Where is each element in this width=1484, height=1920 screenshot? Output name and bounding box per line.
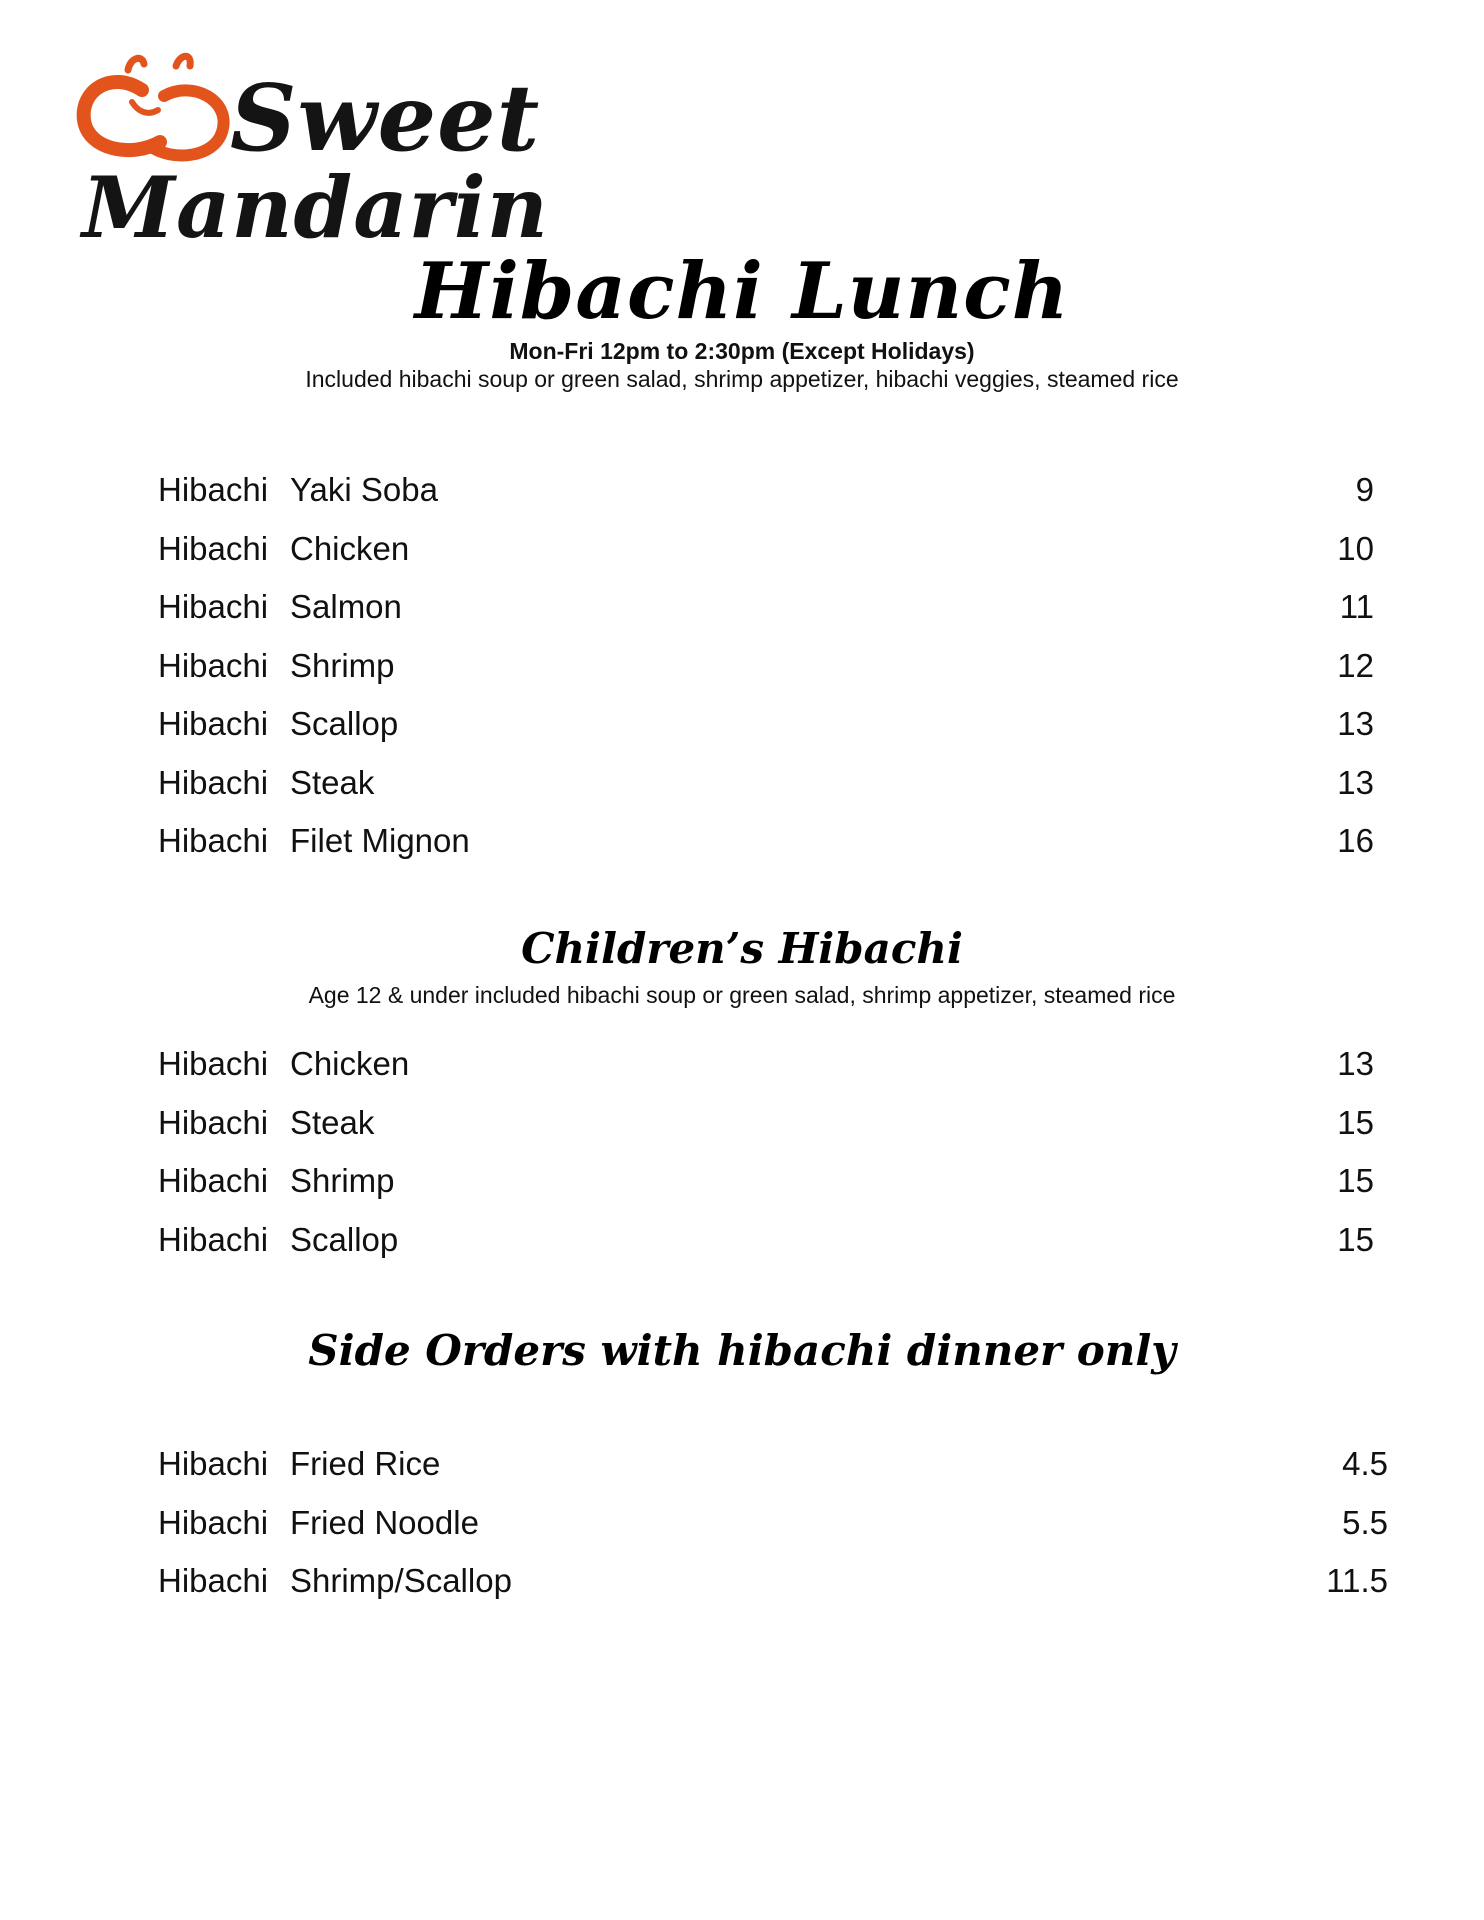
item-price: 9 [1355,471,1374,508]
menu-item [158,1503,1388,1562]
item-prefix: Hibachi [158,705,269,742]
page-title: Hibachi Lunch [414,246,1070,337]
lunch-menu-list [158,470,1374,880]
menu-item [158,529,1374,588]
childrens-menu-list [158,1044,1374,1278]
item-name: Scallop [290,1220,399,1258]
item-name: Yaki Soba [290,471,438,508]
item-prefix: Hibachi [158,822,269,859]
childrens-section-title: Children’s Hibachi [521,924,963,973]
item-name: Shrimp [290,646,395,684]
item-price: 16 [1337,822,1374,859]
restaurant-logo [72,50,549,257]
item-name: Salmon [290,588,402,625]
item-price: 5.5 [1342,1503,1388,1541]
menu-item [158,587,1374,646]
menu-item [158,1161,1374,1220]
item-prefix: Hibachi [158,763,269,801]
item-prefix: Hibachi [158,471,269,508]
item-prefix: Hibachi [158,1220,269,1258]
menu-item [158,1044,1374,1103]
item-name: Fried Rice [290,1445,441,1482]
item-name: Fried Noodle [290,1503,479,1541]
menu-item [158,1561,1388,1620]
item-name: Scallop [290,705,399,742]
side-orders-list [158,1444,1388,1620]
item-prefix: Hibachi [158,646,269,684]
lunch-hours: Mon-Fri 12pm to 2:30pm (Except Holidays) [509,338,975,364]
item-name: Chicken [290,529,410,567]
item-prefix: Hibachi [158,588,269,625]
item-prefix: Hibachi [158,529,269,567]
item-price: 13 [1337,1045,1374,1082]
item-prefix: Hibachi [158,1045,269,1082]
side-orders-section-title: Side Orders with hibachi dinner only [308,1326,1176,1375]
item-price: 11.5 [1326,1562,1388,1599]
lunch-included-note: Included hibachi soup or green salad, shrimp appetizer, hibachi veggies, steamed rice [305,366,1179,392]
logo-word-sweet: Sweet [230,64,541,172]
menu-item [158,1103,1374,1162]
item-price: 15 [1337,1220,1374,1258]
item-price: 12 [1337,646,1374,684]
item-name: Chicken [290,1045,410,1082]
item-prefix: Hibachi [158,1445,269,1482]
item-prefix: Hibachi [158,1562,269,1599]
menu-item [158,1444,1388,1503]
menu-item [158,763,1374,822]
menu-item [158,821,1374,880]
logo-word-mandarin: Mandarin [82,158,549,257]
item-prefix: Hibachi [158,1103,269,1141]
item-name: Steak [290,1103,375,1141]
item-price: 11 [1339,588,1374,625]
item-price: 13 [1337,763,1374,801]
item-prefix: Hibachi [158,1503,269,1541]
item-prefix: Hibachi [158,1162,269,1199]
item-price: 15 [1337,1103,1374,1141]
childrens-section-note: Age 12 & under included hibachi soup or green salad, shrimp appetizer, steamed rice [308,982,1176,1008]
item-name: Filet Mignon [290,822,470,859]
item-price: 10 [1337,529,1374,567]
item-name: Steak [290,763,375,801]
item-price: 15 [1337,1162,1374,1199]
item-price: 13 [1337,705,1374,742]
shrimp-logo-icon [72,50,242,170]
menu-item [158,646,1374,705]
menu-item [158,704,1374,763]
menu-item [158,1220,1374,1279]
menu-item [158,470,1374,529]
item-name: Shrimp/Scallop [290,1562,512,1599]
item-price: 4.5 [1342,1445,1388,1482]
item-name: Shrimp [290,1162,395,1199]
